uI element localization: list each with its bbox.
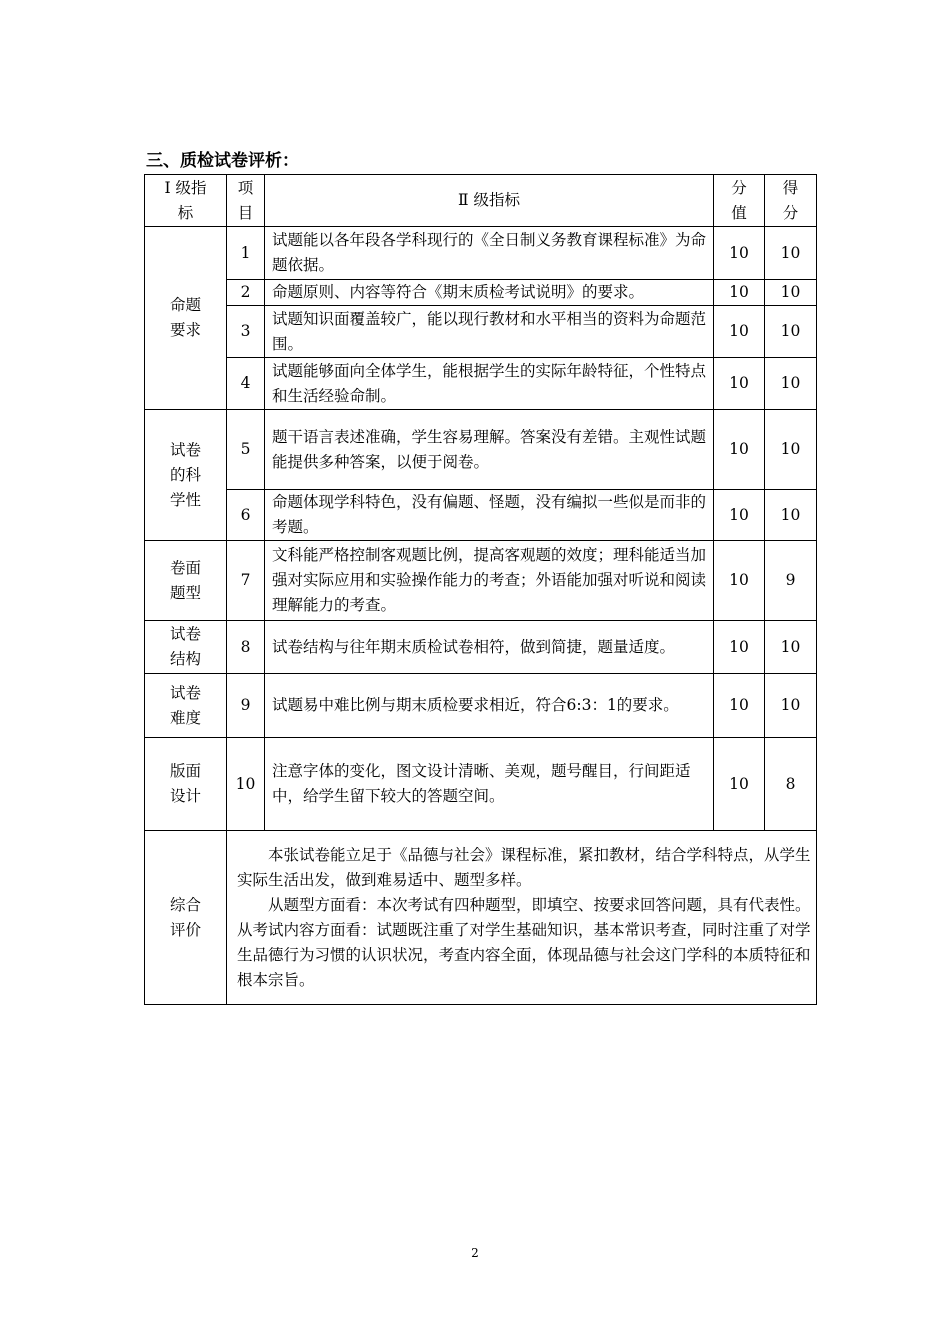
score-got: 10 (765, 410, 817, 490)
summary-paragraph: 本张试卷能立足于《品德与社会》课程标准，紧扣教材，结合学科特点，从学生实际生活出发，做到难易适中、题型多样。 (237, 845, 811, 889)
summary-text-cell (227, 831, 817, 1005)
score-value: 10 (714, 674, 765, 738)
item-no: 7 (227, 541, 265, 621)
score-value: 10 (714, 358, 765, 410)
table-row (145, 280, 817, 306)
item-no: 4 (227, 358, 265, 410)
score-value: 10 (714, 227, 765, 280)
item-no: 6 (227, 490, 265, 541)
level1-cell: 试卷难度 (145, 674, 227, 738)
table-row (145, 306, 817, 358)
level1-cell: 试卷的科学性 (145, 410, 227, 541)
level1-cell: 版面设计 (145, 738, 227, 831)
level2-text: 命题体现学科特色，没有偏题、怪题，没有编拟一些似是而非的考题。 (265, 490, 714, 541)
header-level2: Ⅱ 级指标 (265, 175, 714, 227)
score-got: 8 (765, 738, 817, 831)
score-got: 9 (765, 541, 817, 621)
score-got: 10 (765, 490, 817, 541)
level1-cell: 命题要求 (145, 227, 227, 410)
level2-text: 文科能严格控制客观题比例，提高客观题的效度；理科能适当加强对实际应用和实验操作能力的考查；外语能加强对听说和阅读理解能力的考查。 (265, 541, 714, 621)
level2-text: 试题易中难比例与期末质检要求相近，符合6:3：1的要求。 (265, 674, 714, 738)
level2-text: 试题能以各年段各学科现行的《全日制义务教育课程标准》为命题依据。 (265, 227, 714, 280)
header-score-got: 得分 (765, 175, 817, 227)
item-no: 2 (227, 280, 265, 306)
header-score-value: 分值 (714, 175, 765, 227)
score-got: 10 (765, 280, 817, 306)
score-value: 10 (714, 410, 765, 490)
score-got: 10 (765, 621, 817, 674)
score-value: 10 (714, 541, 765, 621)
item-no: 10 (227, 738, 265, 831)
table-row (145, 490, 817, 541)
summary-row (145, 831, 817, 1005)
item-no: 5 (227, 410, 265, 490)
score-value: 10 (714, 306, 765, 358)
score-value: 10 (714, 621, 765, 674)
item-no: 1 (227, 227, 265, 280)
table-row (145, 541, 817, 621)
item-no: 8 (227, 621, 265, 674)
level2-text: 试卷结构与往年期末质检试卷相符，做到简捷，题量适度。 (265, 621, 714, 674)
summary-paragraph: 从题型方面看：本次考试有四种题型，即填空、按要求回答问题，具有代表性。 (268, 895, 811, 914)
score-got: 10 (765, 306, 817, 358)
table-row (145, 410, 817, 490)
level2-text: 命题原则、内容等符合《期末质检考试说明》的要求。 (265, 280, 714, 306)
level2-text: 注意字体的变化，图文设计清晰、美观，题号醒目，行间距适中，给学生留下较大的答题空间。 (265, 738, 714, 831)
score-value: 10 (714, 490, 765, 541)
section-title: 三、质检试卷评析： (146, 151, 299, 171)
score-value: 10 (714, 280, 765, 306)
table-row (145, 674, 817, 738)
evaluation-table (144, 174, 817, 1005)
page-number: 2 (471, 1246, 479, 1260)
item-no: 3 (227, 306, 265, 358)
header-item: 项目 (227, 175, 265, 227)
level2-text: 试题知识面覆盖较广，能以现行教材和水平相当的资料为命题范围。 (265, 306, 714, 358)
score-value: 10 (714, 738, 765, 831)
table-row (145, 621, 817, 674)
table-row (145, 358, 817, 410)
level1-cell: 试卷结构 (145, 621, 227, 674)
summary-paragraph: 从考试内容方面看：试题既注重了对学生基础知识，基本常识考查，同时注重了对学生品德行为习惯的认识状况，考查内容全面，体现品德与社会这门学科的本质特征和根本宗旨。 (237, 920, 811, 989)
table-row (145, 227, 817, 280)
level1-cell: 卷面题型 (145, 541, 227, 621)
score-got: 10 (765, 358, 817, 410)
summary-label-cell: 综合评价 (145, 831, 227, 1005)
header-row (145, 175, 817, 227)
score-got: 10 (765, 227, 817, 280)
item-no: 9 (227, 674, 265, 738)
score-got: 10 (765, 674, 817, 738)
table-row (145, 738, 817, 831)
header-level1: Ⅰ 级指标 (145, 175, 227, 227)
level2-text: 题干语言表述准确，学生容易理解。答案没有差错。主观性试题能提供多种答案，以便于阅卷。 (265, 410, 714, 490)
level2-text: 试题能够面向全体学生，能根据学生的实际年龄特征，个性特点和生活经验命制。 (265, 358, 714, 410)
